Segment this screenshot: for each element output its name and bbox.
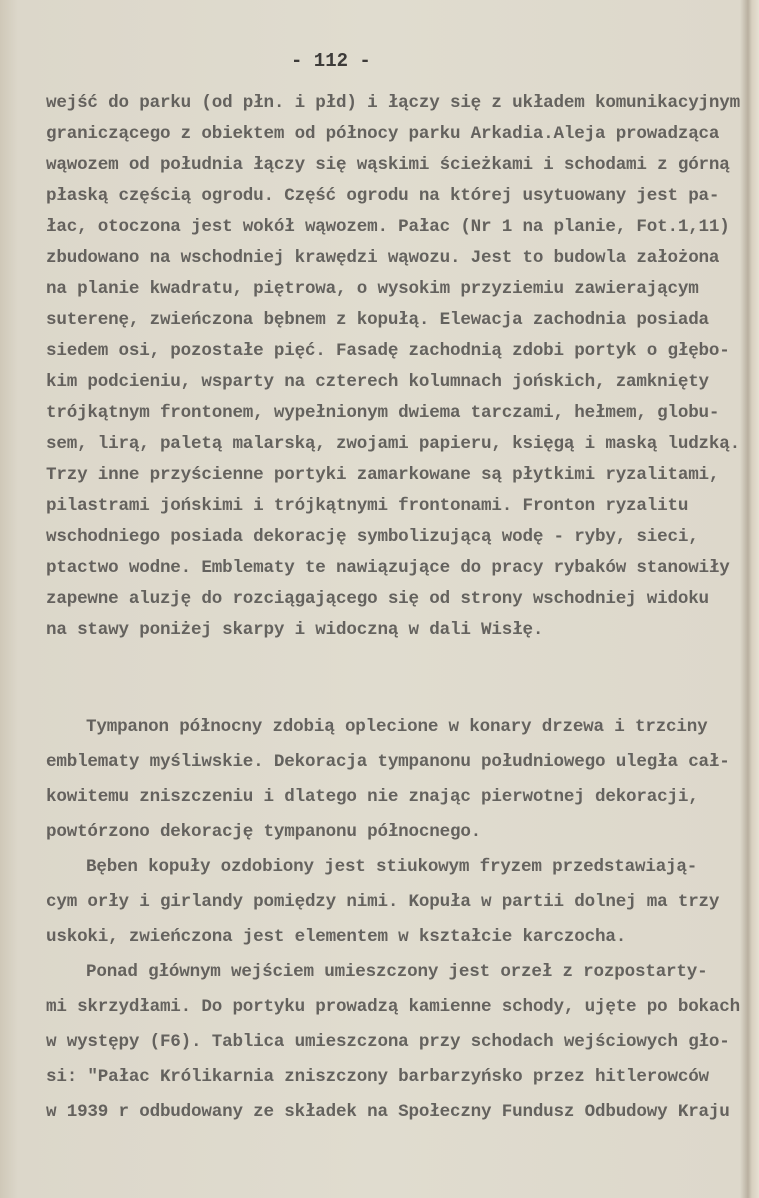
text-line: wejść do parku (od płn. i płd) i łączy się z układem komunikacyjnym	[46, 93, 740, 113]
text-line: uskoki, zwieńczona jest elementem w kształcie karczocha.	[46, 927, 627, 947]
paragraph-continued	[46, 710, 751, 1130]
text-line: Tympanon północny zdobią oplecione w konary drzewa i trzciny	[86, 717, 708, 737]
text-line: na stawy poniżej skarpy i widoczną w dali Wisłę.	[46, 620, 544, 640]
text-line: kowitemu zniszczeniu i dlatego nie znając pierwotnej dekoracji,	[46, 787, 699, 807]
text-line: Bęben kopuły ozdobiony jest stiukowym fryzem przedstawiają-	[86, 857, 698, 877]
text-line: powtórzono dekorację tympanonu północnego.	[46, 822, 482, 842]
text-line: mi skrzydłami. Do portyku prowadzą kamienne schody, ujęte po bokach	[46, 997, 740, 1017]
paragraph-main	[46, 88, 751, 646]
text-line: wschodniego posiada dekorację symbolizującą wodę - ryby, sieci,	[46, 527, 699, 547]
text-line: płaską częścią ogrodu. Część ogrodu na której usytuowany jest pa-	[46, 186, 720, 206]
text-line: Ponad głównym wejściem umieszczony jest orzeł z rozpostarty-	[86, 962, 708, 982]
text-line: zapewne aluzję do rozciągającego się od strony wschodniej widoku	[46, 589, 709, 609]
text-line: pilastrami jońskimi i trójkątnymi frontonami. Fronton ryzalitu	[46, 496, 689, 516]
text-line: wąwozem od południa łączy się wąskimi ścieżkami i schodami z górną	[46, 155, 730, 175]
text-line: Trzy inne przyścienne portyki zamarkowane są płytkimi ryzalitami,	[46, 465, 720, 485]
text-line: w 1939 r odbudowany ze składek na Społeczny Fundusz Odbudowy Kraju	[46, 1102, 730, 1122]
text-line: emblematy myśliwskie. Dekoracja tympanonu południowego uległa cał-	[46, 752, 730, 772]
text-line: siedem osi, pozostałe pięć. Fasadę zachodnią zdobi portyk o głębo-	[46, 341, 730, 361]
text-line: si: "Pałac Królikarnia zniszczony barbarzyńsko przez hitlerowców	[46, 1067, 709, 1087]
text-line: suterenę, zwieńczona bębnem z kopułą. Elewacja zachodnia posiada	[46, 310, 709, 330]
text-line: graniczącego z obiektem od północy parku Arkadia.Aleja prowadząca	[46, 124, 720, 144]
text-line: w występy (F6). Tablica umieszczona przy schodach wejściowych gło-	[46, 1032, 730, 1052]
text-line: na planie kwadratu, piętrowa, o wysokim przyziemiu zawierającym	[46, 279, 699, 299]
text-line: ptactwo wodne. Emblematy te nawiązujące do pracy rybaków stanowiły	[46, 558, 730, 578]
text-line: zbudowano na wschodniej krawędzi wąwozu. Jest to budowla założona	[46, 248, 720, 268]
text-line: sem, lirą, paletą malarską, zwojami papieru, księgą i maską ludzką.	[46, 434, 740, 454]
text-line: kim podcieniu, wsparty na czterech kolumnach jońskich, zamknięty	[46, 372, 709, 392]
text-line: łac, otoczona jest wokół wąwozem. Pałac (Nr 1 na planie, Fot.1,11)	[46, 217, 730, 237]
text-line: trójkątnym frontonem, wypełnionym dwiema tarczami, hełmem, globu-	[46, 403, 720, 423]
text-line: cym orły i girlandy pomiędzy nimi. Kopuła w partii dolnej ma trzy	[46, 892, 720, 912]
page-number: - 112 -	[291, 50, 371, 72]
